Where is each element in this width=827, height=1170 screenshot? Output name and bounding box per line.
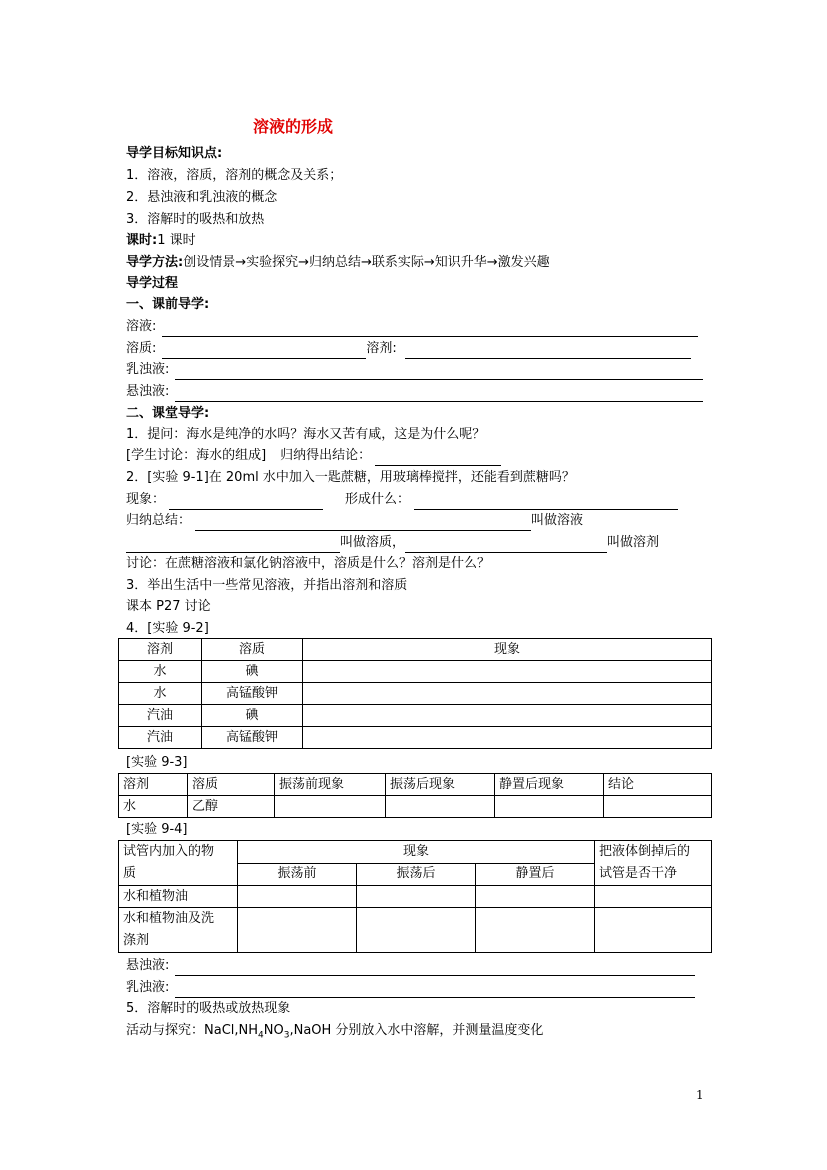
suspension-line [126,382,703,402]
fill-blank[interactable] [405,344,691,359]
answer-cell[interactable] [476,886,595,908]
emulsion-label: 乳浊液: [126,980,170,995]
solute-solvent-line [126,339,691,359]
summary-line-2 [126,533,659,553]
phenomenon-label: 现象： [126,492,166,507]
experiment-9-2-table [118,638,712,749]
answer-cell[interactable] [604,796,712,818]
header-text: 试管内加入的物 [123,844,215,859]
answer-cell[interactable] [238,886,357,908]
experiment-9-3-table [118,773,712,818]
answer-cell[interactable] [386,796,495,818]
formula-subscript: 3 [283,1030,290,1041]
table-row [119,796,712,818]
formula-subscript: 4 [258,1030,264,1041]
header-text: 试管是否干净 [599,866,678,881]
table-cell: 汽油 [119,727,202,749]
answer-cell[interactable] [275,796,386,818]
question-2: 2．[实验 9-1]在 20ml 水中加入一匙蔗糖，用玻璃棒搅拌，还能看到蔗糖吗？ [126,470,575,485]
header-text: 把液体倒掉后的 [599,844,691,859]
form-label: 形成什么： [345,492,411,507]
table-row [119,705,712,727]
suspension-label: 悬浊液: [126,384,170,399]
period-line [126,231,196,251]
table-header: 振荡后 [357,863,476,886]
table-header: 振荡后现象 [386,774,495,796]
answer-cell[interactable] [357,886,476,908]
experiment-9-4-table [118,840,712,953]
table-cell: 汽油 [119,705,202,727]
answer-cell[interactable] [303,661,712,683]
summary-label: 归纳总结： [126,513,192,528]
question-2-observe [126,490,678,510]
table-header: 溶质 [202,639,303,661]
table-cell: 高锰酸钾 [202,683,303,705]
table-header [119,841,238,886]
fill-blank[interactable] [175,387,703,402]
question-3: 3．举出生活中一些常见溶液，并指出溶剂和溶质 [126,578,408,593]
table-header: 结论 [604,774,712,796]
emulsion-post-line [126,978,695,998]
activity-line [126,1021,543,1041]
textbook-reference: 课本 P27 讨论 [126,599,211,614]
page-number: 1 [696,1088,704,1102]
pre-class-heading: 一、课前导学: [126,297,210,312]
table-header: 溶剂 [119,774,188,796]
formula-text: NaCl,NH [204,1023,259,1038]
answer-cell[interactable] [595,886,712,908]
answer-cell[interactable] [495,796,604,818]
fill-blank[interactable] [175,961,695,976]
experiment-9-3-label: [实验 9-3] [126,755,188,770]
method-label: 导学方法: [126,255,184,270]
cell-text: 涤剂 [123,933,150,948]
answer-cell[interactable] [357,908,476,953]
emulsion-label: 乳浊液: [126,362,170,377]
called-solution: 叫做溶液 [531,513,584,528]
table-header: 静置后 [476,863,595,886]
table-row [119,886,712,908]
objective-item: 3．溶解时的吸热和放热 [126,212,265,227]
fill-blank[interactable] [175,983,695,998]
table-header-row [119,639,712,661]
table-header: 溶质 [188,774,275,796]
solvent-label: 溶剂: [366,341,397,356]
table-cell: 水 [119,796,188,818]
table-cell: 高锰酸钾 [202,727,303,749]
table-row [119,683,712,705]
suspension-label: 悬浊液: [126,958,170,973]
answer-cell[interactable] [303,727,712,749]
solution-line [126,317,698,337]
page-title: 溶液的形成 [252,117,333,136]
method-line [126,253,550,273]
table-cell: 碘 [202,705,303,727]
table-header: 静置后现象 [495,774,604,796]
table-header-row [119,774,712,796]
table-header: 振荡前现象 [275,774,386,796]
question-4: 4．[实验 9-2] [126,621,209,636]
question-1-discussion [126,446,501,466]
fill-blank[interactable] [414,495,678,510]
solution-label: 溶液: [126,319,157,334]
objective-item: 1．溶液，溶质，溶剂的概念及关系； [126,168,343,183]
question-1: 1．提问：海水是纯净的水吗？海水又苦有咸，这是为什么呢？ [126,427,486,442]
table-cell: 碘 [202,661,303,683]
method-value: 创设情景→实验探究→归纳总结→联系实际→知识升华→激发兴趣 [183,255,550,270]
solute-label: 溶质: [126,341,157,356]
question-5: 5．溶解时的吸热或放热现象 [126,1001,291,1016]
fill-blank[interactable] [195,516,531,531]
fill-blank[interactable] [162,344,366,359]
in-class-heading: 二、课堂导学: [126,406,210,421]
answer-cell[interactable] [303,683,712,705]
table-row [119,908,712,953]
discussion-label: [学生讨论：海水的组成] [126,448,267,463]
table-header [595,841,712,886]
table-row [119,727,712,749]
table-header: 现象 [303,639,712,661]
formula-text: NO [263,1023,284,1038]
answer-cell[interactable] [476,908,595,953]
answer-cell[interactable] [303,705,712,727]
conclusion-label: 归纳得出结论： [280,448,372,463]
table-header-row [119,841,712,864]
experiment-9-4-label: [实验 9-4] [126,822,188,837]
objectives-heading: 导学目标知识点: [126,146,223,161]
table-cell: 水 [119,683,202,705]
fill-blank[interactable] [175,365,703,380]
period-value: 1 课时 [157,233,196,248]
activity-text: ,NaOH 分别放入水中溶解，并测量温度变化 [289,1023,544,1038]
fill-blank[interactable] [162,322,698,337]
process-heading: 导学过程 [126,276,179,291]
table-cell: 乙醇 [188,796,275,818]
suspension-post-line [126,956,695,976]
table-cell: 水和植物油 [119,886,238,908]
table-header: 溶剂 [119,639,202,661]
table-row [119,661,712,683]
cell-text: 水和植物油及洗 [123,911,215,926]
header-text: 质 [123,866,137,881]
fill-blank[interactable] [169,495,323,510]
discussion: 讨论：在蔗糖溶液和氯化钠溶液中，溶质是什么？溶剂是什么？ [126,556,491,571]
table-header: 现象 [238,841,595,864]
table-cell [119,908,238,953]
period-label: 课时: [126,233,158,248]
answer-cell[interactable] [238,908,357,953]
table-header: 振荡前 [238,863,357,886]
answer-cell[interactable] [595,908,712,953]
fill-blank[interactable] [405,538,607,553]
summary-line [126,511,583,531]
table-cell: 水 [119,661,202,683]
fill-blank[interactable] [126,538,340,553]
activity-label: 活动与探究： [126,1023,205,1038]
fill-blank[interactable] [375,451,501,466]
objective-item: 2．悬浊液和乳浊液的概念 [126,190,278,205]
emulsion-line [126,360,703,380]
called-solvent: 叫做溶剂 [607,535,660,550]
called-solute: 叫做溶质， [340,535,406,550]
